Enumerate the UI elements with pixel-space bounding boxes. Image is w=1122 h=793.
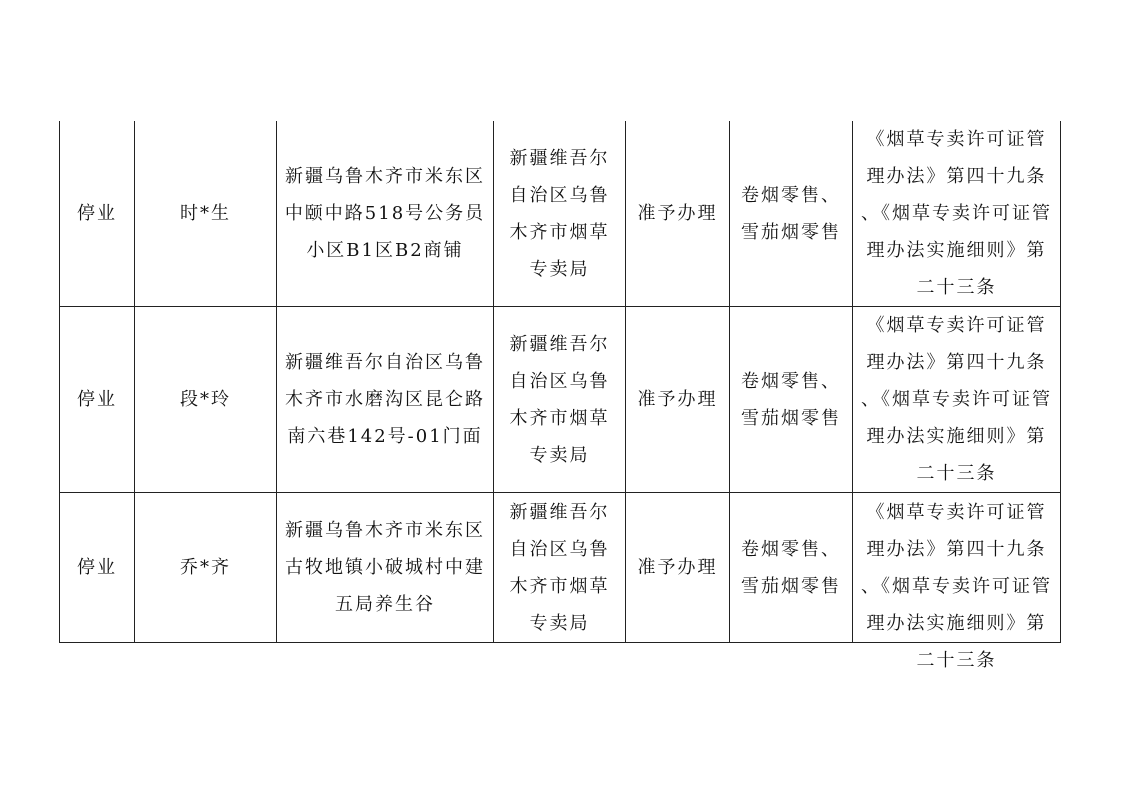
basis-cell: 《烟草专卖许可证管理办法》第四十九条 、《烟草专卖许可证管理办法实施细则》第二十三条 [853,121,1061,307]
basis-text: 《烟草专卖许可证管理办法》第四十九条 、《烟草专卖许可证管理办法实施细则》第二十三条 [861,501,1052,671]
table-row [60,307,1061,493]
status-cell: 停业 [60,493,135,643]
status-cell: 停业 [60,121,135,307]
scope-cell: 卷烟零售、雪茄烟零售 [730,307,853,493]
permit-table [59,121,1061,671]
scope-cell: 卷烟零售、雪茄烟零售 [730,493,853,643]
name-cell: 乔*齐 [135,493,277,643]
basis-cell: 《烟草专卖许可证管理办法》第四十九条 、《烟草专卖许可证管理办法实施细则》第二十三条 [853,307,1061,493]
result-cell: 准予办理 [626,307,730,493]
scope-cell: 卷烟零售、雪茄烟零售 [730,121,853,307]
table-row [60,493,1061,643]
result-cell: 准予办理 [626,121,730,307]
authority-cell: 新疆维吾尔自治区乌鲁木齐市烟草专卖局 [494,493,626,643]
basis-cell [853,493,1061,671]
authority-cell: 新疆维吾尔自治区乌鲁木齐市烟草专卖局 [494,121,626,307]
address-cell: 新疆维吾尔自治区乌鲁木齐市水磨沟区昆仑路南六巷142号-01门面 [277,307,494,493]
table-row [60,121,1061,307]
result-cell: 准予办理 [626,493,730,643]
authority-cell: 新疆维吾尔自治区乌鲁木齐市烟草专卖局 [494,307,626,493]
address-cell: 新疆乌鲁木齐市米东区古牧地镇小破城村中建五局养生谷 [277,493,494,643]
name-cell: 段*玲 [135,307,277,493]
name-cell: 时*生 [135,121,277,307]
address-cell: 新疆乌鲁木齐市米东区中颐中路518号公务员小区B1区B2商铺 [277,121,494,307]
status-cell: 停业 [60,307,135,493]
